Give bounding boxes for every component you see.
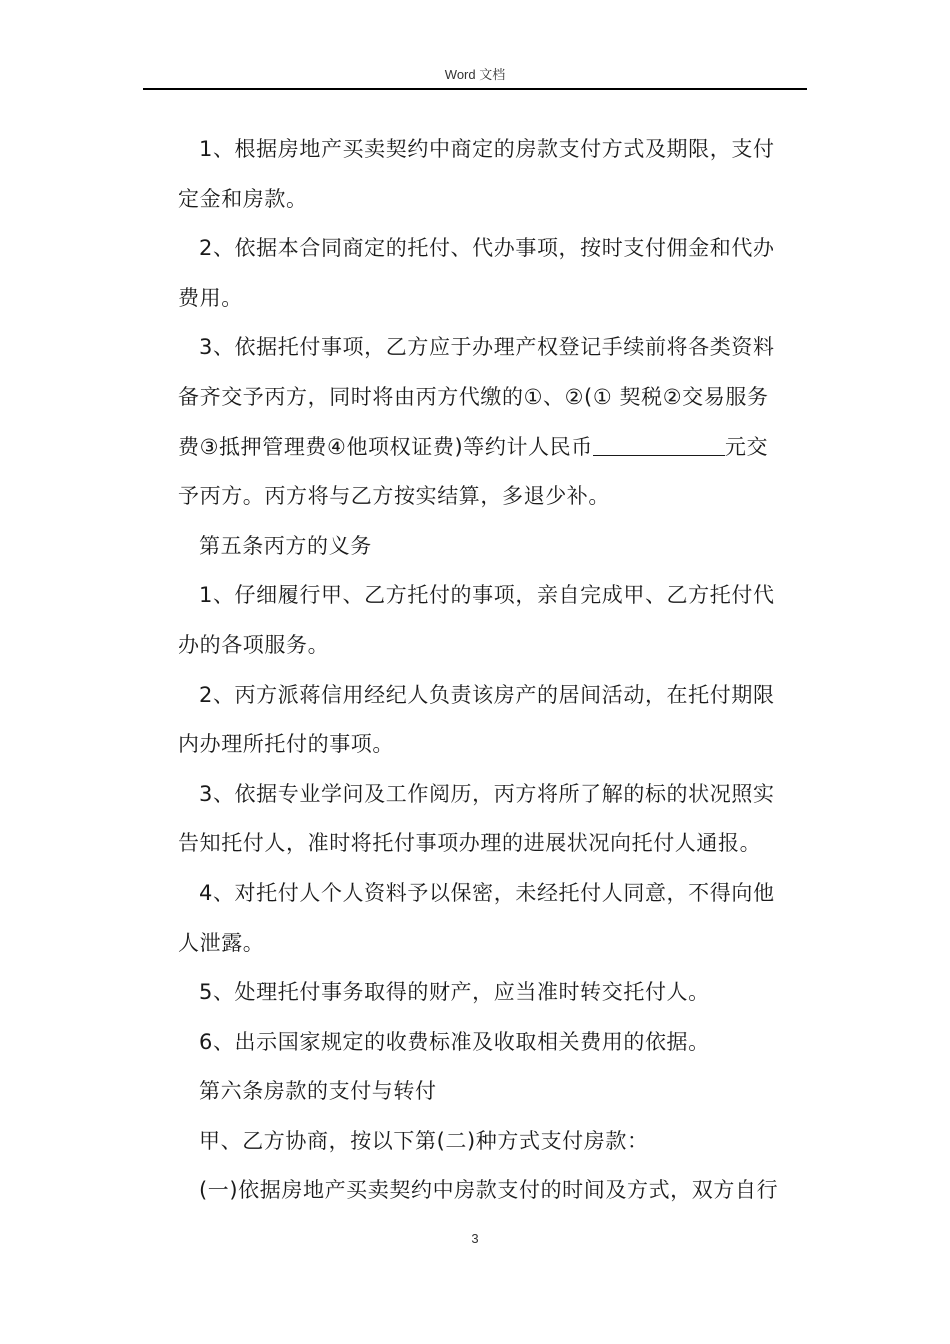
paragraph-line: 予丙方。丙方将与乙方按实结算，多退少补。 <box>178 484 610 509</box>
paragraph-line: 告知托付人，准时将托付事项办理的进展状况向托付人通报。 <box>178 831 762 856</box>
paragraph-line: 2、依据本合同商定的托付、代办事项，按时支付佣金和代办 <box>199 236 775 261</box>
document-body <box>178 125 802 1216</box>
paragraph-line: 6、出示国家规定的收费标准及收取相关费用的依据。 <box>199 1029 710 1054</box>
paragraph-line: 定金和房款。 <box>178 186 308 211</box>
paragraph-line: 人泄露。 <box>178 930 265 955</box>
paragraph-line: 内办理所托付的事项。 <box>178 732 394 757</box>
paragraph-line: 2、丙方派蒋信用经纪人负责该房产的居间活动，在托付期限 <box>199 682 775 707</box>
paragraph-line-text: 元交 <box>724 434 769 459</box>
section-heading: 第六条房款的支付与转付 <box>199 1079 437 1104</box>
paragraph-line: 3、依据专业学问及工作阅历，丙方将所了解的标的状况照实 <box>199 781 775 806</box>
paragraph-line: 5、处理托付事务取得的财产，应当准时转交托付人。 <box>199 980 710 1005</box>
blank-fill-line <box>593 435 725 456</box>
paragraph-line: 办的各项服务。 <box>178 632 330 657</box>
paragraph-line: (一)依据房地产买卖契约中房款支付的时间及方式，双方自行 <box>199 1178 779 1203</box>
section-heading: 第五条丙方的义务 <box>199 533 372 558</box>
paragraph-line: 4、对托付人个人资料予以保密，未经托付人同意，不得向他 <box>199 880 775 905</box>
page-header: Word 文档 <box>444 67 506 82</box>
paragraph-line <box>178 423 802 473</box>
paragraph-line: 费用。 <box>178 285 243 310</box>
paragraph-line: 1、仔细履行甲、乙方托付的事项，亲自完成甲、乙方托付代 <box>199 583 775 608</box>
header-divider <box>143 88 807 90</box>
paragraph-line: 3、依据托付事项，乙方应于办理产权登记手续前将各类资料 <box>199 335 775 360</box>
paragraph-line: 1、根据房地产买卖契约中商定的房款支付方式及期限，支付 <box>199 137 775 161</box>
page-number: 3 <box>471 1231 479 1246</box>
paragraph-line-text: 费③抵押管理费④他项权证费)等约计人民币 <box>178 434 593 459</box>
paragraph-line: 甲、乙方协商，按以下第(二)种方式支付房款： <box>199 1128 649 1153</box>
paragraph-line: 备齐交予丙方，同时将由丙方代缴的①、②(① 契税②交易服务 <box>178 384 769 409</box>
